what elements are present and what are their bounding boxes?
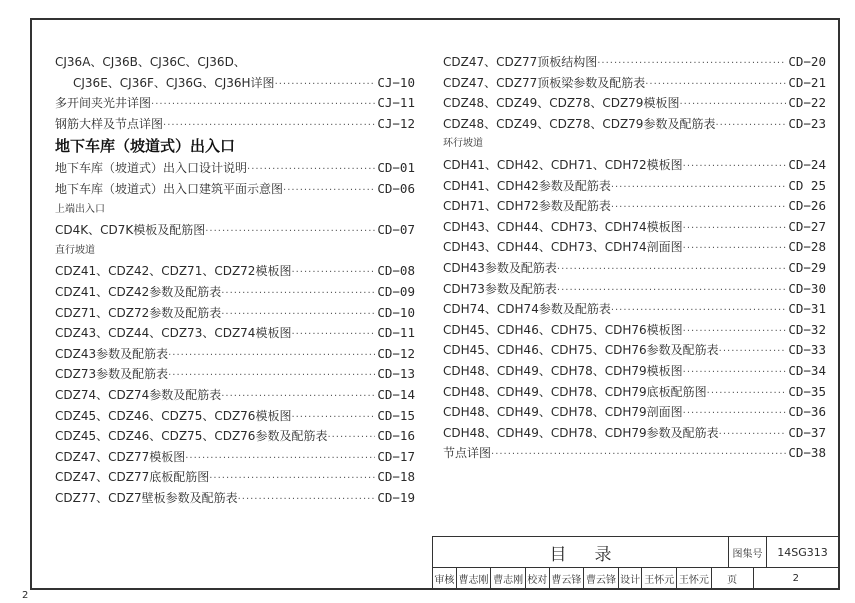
toc-entry-code: CD−37 <box>788 424 826 440</box>
toc-leader-dots <box>185 449 375 470</box>
toc-leader-dots <box>645 75 786 96</box>
toc-leader-dots <box>707 384 787 405</box>
toc-right-column <box>443 52 826 464</box>
toc-leader-dots <box>719 425 787 446</box>
atlas-number-label: 图集号 <box>729 537 767 568</box>
toc-entry <box>443 382 826 403</box>
subsection-label: 直行坡道 <box>55 244 95 256</box>
toc-entry <box>55 364 415 385</box>
toc-entry-code: CD−38 <box>788 445 826 461</box>
toc-entry-title: CDH45、CDH46、CDH75、CDH76模板图 <box>443 322 683 337</box>
toc-entry <box>55 323 415 344</box>
toc-entry-code: CD−29 <box>788 259 826 275</box>
toc-entry-title: CDZ41、CDZ42参数及配筋表 <box>55 284 222 299</box>
toc-entry-title: CDH43、CDH44、CDH73、CDH74剖面图 <box>443 240 683 255</box>
toc-leader-dots <box>611 178 787 199</box>
toc-leader-dots <box>683 157 787 178</box>
toc-entry-code: CD−34 <box>788 362 826 378</box>
toc-entry <box>443 361 826 382</box>
toc-leader-dots <box>683 239 787 260</box>
toc-entry-title: CDZ48、CDZ49、CDZ78、CDZ79参数及配筋表 <box>443 116 716 131</box>
toc-entry-title: 节点详图 <box>443 446 492 461</box>
toc-entry-code: CD−31 <box>788 301 826 317</box>
toc-entry-code: CD−20 <box>788 54 826 69</box>
toc-entry-code: CD−16 <box>377 428 415 444</box>
title-block-cell: 曹志刚 <box>457 568 492 589</box>
toc-entry-code: CD−18 <box>377 469 415 485</box>
toc-entry-title: CDH48、CDH49、CDH78、CDH79模板图 <box>443 363 683 378</box>
toc-leader-dots <box>168 366 375 387</box>
toc-entry-code: CD−07 <box>377 222 415 238</box>
toc-entry-code: CD−35 <box>788 383 826 399</box>
toc-entry-code: CD−15 <box>377 407 415 423</box>
toc-entry-title: CDZ47、CDZ77底板配筋图 <box>55 470 210 485</box>
toc-entry-code: CD−10 <box>377 304 415 320</box>
toc-entry-title: CDH74、CDH74参数及配筋表 <box>443 302 611 317</box>
toc-leader-dots <box>275 75 376 96</box>
title-block-cell: 曹云锋 <box>584 568 619 589</box>
toc-entry <box>55 447 415 468</box>
title-block-cell: 曹志刚 <box>491 568 526 589</box>
toc-leader-dots <box>683 404 787 425</box>
atlas-number: 14SG313 <box>767 537 839 568</box>
toc-entry <box>443 93 826 114</box>
toc-entry <box>443 340 826 361</box>
toc-entry-title: CDZ43参数及配筋表 <box>55 346 169 361</box>
title-block-title: 目录 <box>433 537 729 568</box>
toc-entry-title: 多开间夹光井详图 <box>55 96 152 111</box>
toc-leader-dots <box>679 95 786 116</box>
toc-leader-dots <box>683 363 787 384</box>
toc-leader-dots <box>491 445 786 466</box>
toc-entry-code: CD−01 <box>377 160 415 176</box>
toc-entry-title: CDZ48、CDZ49、CDZ78、CDZ79模板图 <box>443 96 680 111</box>
toc-leader-dots <box>291 408 375 429</box>
toc-entry <box>443 279 826 300</box>
toc-entry-title: CDZ45、CDZ46、CDZ75、CDZ76参数及配筋表 <box>55 429 328 444</box>
section-heading: 地下车库（坡道式）出入口 <box>55 137 236 156</box>
toc-entry-title: CDH73参数及配筋表 <box>443 281 557 296</box>
toc-entry-title: CDH71、CDH72参数及配筋表 <box>443 199 611 214</box>
toc-entry <box>55 220 415 241</box>
toc-entry <box>443 52 826 73</box>
toc-entry-title: CDZ47、CDZ77顶板梁参数及配筋表 <box>443 75 646 90</box>
toc-entry-code: CJ−12 <box>377 115 415 131</box>
toc-entry <box>55 426 415 447</box>
toc-entry-code: CD−33 <box>788 342 826 358</box>
toc-leader-dots <box>238 490 376 511</box>
toc-leader-dots <box>683 322 787 343</box>
toc-entry-title: CJ36E、CJ36F、CJ36G、CJ36H详图 <box>73 75 275 90</box>
toc-entry-title: CDH41、CDH42参数及配筋表 <box>443 178 611 193</box>
toc-entry-title: CDH48、CDH49、CDH78、CDH79底板配筋图 <box>443 384 707 399</box>
toc-entry-code: CD−32 <box>788 321 826 337</box>
toc-entry-code: CD−27 <box>788 218 826 234</box>
subsection-label: 上端出入口 <box>55 203 105 215</box>
toc-leader-dots <box>597 54 786 75</box>
toc-entry <box>55 93 415 114</box>
toc-entry-code: CJ−10 <box>377 74 415 90</box>
toc-leader-dots <box>209 469 375 490</box>
toc-entry <box>443 402 826 423</box>
toc-entry <box>55 406 415 427</box>
toc-entry-title: CDH48、CDH49、CDH78、CDH79剖面图 <box>443 405 683 420</box>
toc-entry-title: CDZ47、CDZ77顶板结构图 <box>443 55 598 69</box>
toc-entry <box>55 467 415 488</box>
title-block <box>432 536 840 590</box>
toc-entry-title: CDH48、CDH49、CDH78、CDH79参数及配筋表 <box>443 425 719 440</box>
toc-entry-title: CD4K、CD7K模板及配筋图 <box>55 223 206 238</box>
toc-entry <box>443 196 826 217</box>
title-block-cell: 曹云锋 <box>550 568 585 589</box>
toc-entry-code: CD−08 <box>377 263 415 279</box>
toc-leader-dots <box>291 263 375 284</box>
page-number: 2 <box>22 590 29 601</box>
toc-leader-dots <box>221 387 375 408</box>
toc-entry <box>55 344 415 365</box>
toc-entry <box>55 488 415 509</box>
toc-entry-code: CD−06 <box>377 180 415 196</box>
toc-entry-code: CD 25 <box>788 177 826 193</box>
toc-entry-title: CDZ47、CDZ77模板图 <box>55 449 186 464</box>
toc-entry-title: CDH43参数及配筋表 <box>443 260 557 275</box>
toc-entry <box>443 237 826 258</box>
toc-leader-dots <box>683 219 787 240</box>
toc-entry-code: CD−11 <box>377 325 415 341</box>
title-block-cell: 王怀元 <box>642 568 677 589</box>
title-block-signatures <box>433 568 839 589</box>
title-block-cell: 王怀元 <box>677 568 712 589</box>
toc-entry <box>443 217 826 238</box>
toc-leader-dots <box>557 281 786 302</box>
toc-entry-title: CDZ74、CDZ74参数及配筋表 <box>55 387 222 402</box>
toc-entry-code: CD−26 <box>788 198 826 214</box>
toc-entry-title: CDH45、CDH46、CDH75、CDH76参数及配筋表 <box>443 343 719 358</box>
toc-entry-code: CD−30 <box>788 280 826 296</box>
toc-entry-code: CD−17 <box>377 448 415 464</box>
toc-leader-dots <box>163 116 375 137</box>
toc-leader-dots <box>719 342 787 363</box>
toc-entry-title: 地下车库（坡道式）出入口设计说明 <box>55 161 248 176</box>
title-block-cell: 设计 <box>619 568 643 589</box>
toc-entry-title: CDZ45、CDZ46、CDZ75、CDZ76模板图 <box>55 408 292 423</box>
toc-entry <box>55 385 415 406</box>
toc-entry-title: CDZ77、CDZ7壁板参数及配筋表 <box>55 490 238 505</box>
toc-entry-code: CD−14 <box>377 386 415 402</box>
toc-entry-title: CDH43、CDH44、CDH73、CDH74模板图 <box>443 219 683 234</box>
toc-entry <box>55 179 415 200</box>
subsection-label: 环行坡道 <box>443 138 483 150</box>
toc-entry-code: CD−28 <box>788 239 826 255</box>
toc-leader-dots <box>205 222 375 243</box>
toc-entry <box>55 158 415 179</box>
toc-entry <box>443 73 826 94</box>
toc-entry-code: CD−19 <box>377 489 415 505</box>
toc-entry-code: CD−13 <box>377 366 415 382</box>
toc-entry-title: 钢筋大样及节点详图 <box>55 116 164 131</box>
toc-leader-dots <box>168 346 375 367</box>
toc-leader-dots <box>247 160 375 181</box>
title-block-cell: 页 <box>712 568 754 589</box>
toc-entry-code: CD−36 <box>788 404 826 420</box>
toc-leader-dots <box>151 95 375 116</box>
toc-entry <box>55 114 415 135</box>
toc-entry-code: CD−24 <box>788 156 826 172</box>
toc-entry-line: CJ36A、CJ36B、CJ36C、CJ36D、 <box>55 55 246 69</box>
title-block-cell: 审核 <box>433 568 457 589</box>
toc-entry <box>443 258 826 279</box>
toc-leader-dots <box>291 325 375 346</box>
toc-entry-code: CD−23 <box>788 115 826 131</box>
toc-entry <box>443 176 826 197</box>
toc-entry-code: CD−09 <box>377 283 415 299</box>
toc-entry-title: CDH41、CDH42、CDH71、CDH72模板图 <box>443 157 683 172</box>
toc-leader-dots <box>221 284 375 305</box>
toc-entry-title: CDZ71、CDZ72参数及配筋表 <box>55 305 222 320</box>
toc-entry <box>443 443 826 464</box>
toc-entry <box>55 303 415 324</box>
toc-entry <box>55 282 415 303</box>
title-block-cell: 2 <box>754 568 839 589</box>
toc-leader-dots <box>715 116 786 137</box>
toc-entry <box>443 423 826 444</box>
toc-entry-title: CDZ43、CDZ44、CDZ73、CDZ74模板图 <box>55 326 292 341</box>
toc-entry-title: 地下车库（坡道式）出入口建筑平面示意图 <box>55 181 284 196</box>
toc-entry-title: CDZ73参数及配筋表 <box>55 367 169 382</box>
toc-entry-code: CJ−11 <box>377 95 415 111</box>
toc-entry-code: CD−12 <box>377 345 415 361</box>
toc-entry-code: CD−22 <box>788 95 826 111</box>
title-block-cell: 校对 <box>526 568 550 589</box>
toc-entry <box>55 261 415 282</box>
toc-entry <box>443 320 826 341</box>
toc-entry <box>55 73 415 94</box>
toc-leader-dots <box>611 198 787 219</box>
toc-leader-dots <box>221 305 375 326</box>
toc-leader-dots <box>283 181 375 202</box>
toc-leader-dots <box>611 301 787 322</box>
toc-entry <box>443 299 826 320</box>
toc-entry <box>443 114 826 135</box>
toc-entry-title: CDZ41、CDZ42、CDZ71、CDZ72模板图 <box>55 264 292 279</box>
toc-entry <box>443 155 826 176</box>
toc-leader-dots <box>557 260 786 281</box>
toc-entry-code: CD−21 <box>788 74 826 90</box>
toc-left-column <box>55 52 415 508</box>
toc-leader-dots <box>327 428 375 449</box>
